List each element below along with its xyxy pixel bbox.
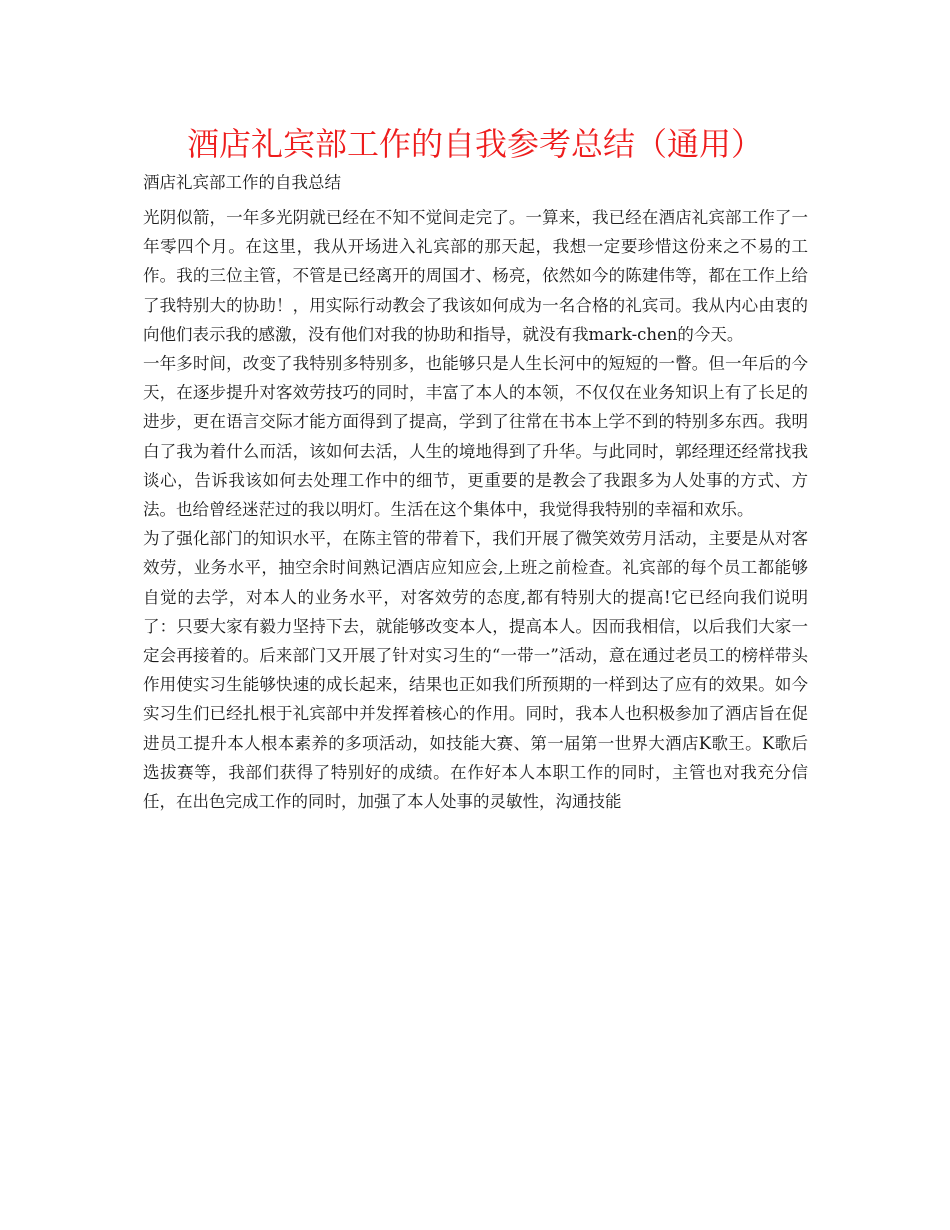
paragraph-1: 光阴似箭，一年多光阴就已经在不知不觉间走完了。一算来，我已经在酒店礼宾部工作了一年零四个月。在这里，我从开场进入礼宾部的那天起，我想一定要珍惜这份来之不易的工作。我的三位主管，不管是已经离开的周国才、杨亮，依然如今的陈建伟等，都在工作上给了我特别大的协助！，用实际行动教会了我该如何成为一名合格的礼宾司。我从内心由衷的向他们表示我的感激，没有他们对我的协助和指导，就没有我mark-chen的今天。	[143, 208, 808, 344]
document-body	[143, 168, 808, 816]
paragraph-3: 为了强化部门的知识水平，在陈主管的带着下，我们开展了微笑效劳月活动，主要是从对客效劳，业务水平，抽空余时间熟记酒店应知应会,上班之前检查。礼宾部的每个员工都能够自觉的去学，对本人的业务水平，对客效劳的态度,都有特别大的提高!它已经向我们说明了：只要大家有毅力坚持下去，就能够改变本人，提高本人。因而我相信，以后我们大家一定会再接着的。后来部门又开展了针对实习生的“一带一”活动，意在通过老员工的榜样带头作用使实习生能够快速的成长起来，结果也正如我们所预期的一样到达了应有的效果。如今实习生们已经扎根于礼宾部中并发挥着核心的作用。同时，我本人也积极参加了酒店旨在促进员工提升本人根本素养的多项活动，如技能大赛、第一届第一世界大酒店K歌王。K歌后选拔赛等，我部们获得了特别好的成绩。在作好本人本职工作的同时，主管也对我充分信任，在出色完成工作的同时，加强了本人处事的灵敏性，沟通技能	[143, 529, 808, 812]
document-title: 酒店礼宾部工作的自我参考总结（通用）	[186, 125, 763, 163]
paragraph-2: 一年多时间，改变了我特别多特别多，也能够只是人生长河中的短短的一瞥。但一年后的今天，在逐步提升对客效劳技巧的同时，丰富了本人的本领，不仅仅在业务知识上有了长足的进步，更在语言交际才能方面得到了提高，学到了往常在书本上学不到的特别多东西。我明白了我为着什么而活，该如何去活，人生的境地得到了升华。与此同时，郭经理还经常找我谈心，告诉我该如何去处理工作中的细节，更重要的是教会了我跟多为人处事的方式、方法。也给曾经迷茫过的我以明灯。生活在这个集体中，我觉得我特别的幸福和欢乐。	[143, 354, 808, 520]
document-subtitle: 酒店礼宾部工作的自我总结	[143, 173, 341, 192]
